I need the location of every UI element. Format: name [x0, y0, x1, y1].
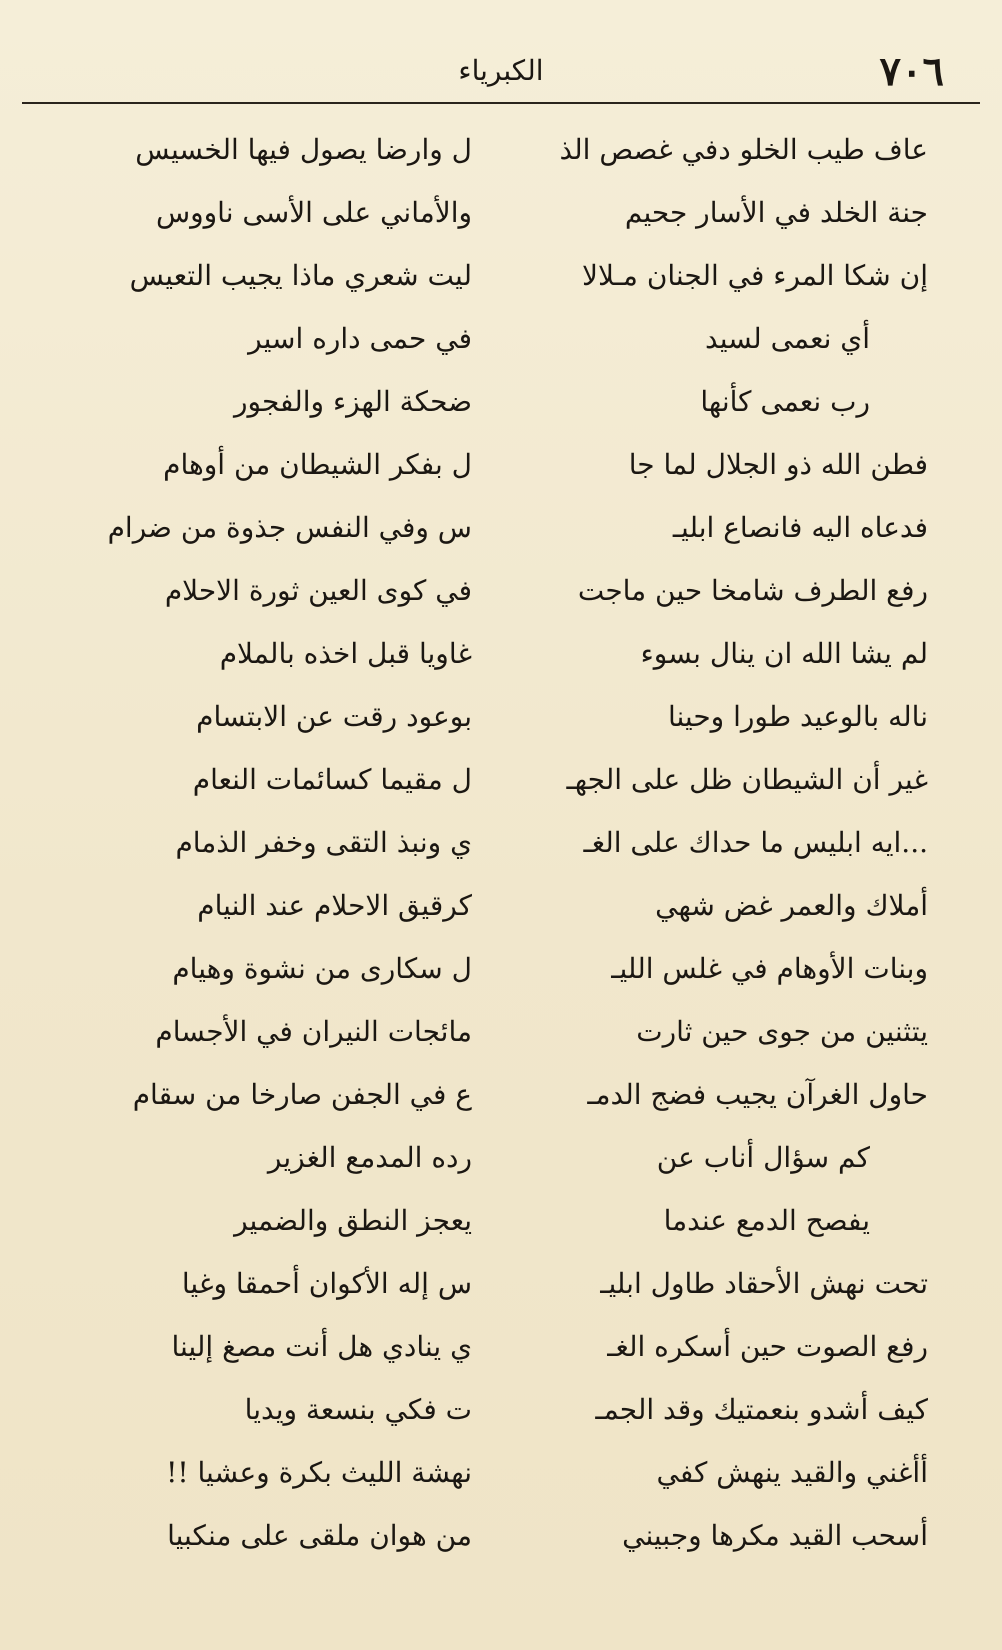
verse-right-3: إن شكا المرء في الجنان مـلالا: [582, 259, 928, 292]
verse-left-11: ل مقيما كسائمات النعام: [192, 763, 472, 796]
right-hemistich-column: [538, 118, 928, 1567]
verse-left-8: في كوى العين ثورة الاحلام: [164, 574, 472, 607]
poem-body: [22, 118, 980, 1630]
verse-left-18: يعجز النطق والضمير: [234, 1204, 472, 1237]
verse-right-15: يتثنين من جوى حين ثارت: [636, 1015, 928, 1048]
verse-left-1: ل وارضا يصول فيها الخسيس: [135, 133, 472, 166]
verse-right-10: ناله بالوعيد طورا وحينا: [667, 700, 928, 733]
verse-left-14: ل سكارى من نشوة وهيام: [172, 952, 472, 985]
verse-right-20: رفع الصوت حين أسكره الغـ: [607, 1330, 928, 1363]
verse-left-22: نهشة الليث بكرة وعشيا !!: [166, 1456, 472, 1489]
verse-right-18: يفصح الدمع عندما: [663, 1204, 870, 1237]
page-number: ٧٠٦: [879, 48, 944, 95]
header-rule: [22, 102, 980, 104]
verse-right-21: كيف أشدو بنعمتيك وقد الجمـ: [595, 1393, 928, 1426]
verse-left-13: كرقيق الاحلام عند النيام: [197, 889, 472, 922]
verse-right-2: جنة الخلد في الأسار جحيم: [624, 196, 928, 229]
verse-left-15: مائجات النيران في الأجسام: [155, 1015, 472, 1048]
verse-left-3: ليت شعري ماذا يجيب التعيس: [129, 259, 472, 292]
verse-right-4: أي نعمى لسيد: [705, 322, 870, 355]
verse-right-7: فدعاه اليه فانصاع ابليـ: [672, 511, 928, 544]
verse-left-10: بوعود رقت عن الابتسام: [196, 700, 472, 733]
verse-right-23: أسحب القيد مكرها وجبيني: [622, 1519, 928, 1552]
verse-left-20: ي ينادي هل أنت مصغ إلينا: [171, 1330, 472, 1363]
verse-left-7: س وفي النفس جذوة من ضرام: [107, 511, 472, 544]
verse-right-16: حاول الغرآن يجيب فضج الدمـ: [587, 1078, 928, 1111]
verse-right-13: أملاك والعمر غض شهي: [655, 889, 928, 922]
verse-left-5: ضحكة الهزء والفجور: [233, 385, 472, 418]
verse-right-5: رب نعمى كأنها: [700, 385, 870, 418]
left-hemistich-column: [82, 118, 472, 1567]
verse-left-4: في حمى داره اسير: [248, 322, 472, 355]
verse-right-14: وبنات الأوهام في غلس الليـ: [611, 952, 928, 985]
verse-right-17: كم سؤال أناب عن: [656, 1141, 870, 1174]
verse-left-2: والأماني على الأسى ناووس: [155, 196, 472, 229]
verse-right-8: رفع الطرف شامخا حين ماجت: [577, 574, 928, 607]
verse-left-9: غاويا قبل اخذه بالملام: [219, 637, 472, 670]
verse-left-12: ي ونبذ التقى وخفر الذمام: [175, 826, 472, 859]
verse-right-6: فطن الله ذو الجلال لما جا: [628, 448, 928, 481]
verse-right-9: لم يشا الله ان ينال بسوء: [640, 637, 928, 670]
verse-right-1: عاف طيب الخلو دفي غصص الذ: [559, 133, 928, 166]
running-title: الكبرياء: [458, 54, 544, 87]
verse-right-11: غير أن الشيطان ظل على الجهـ: [566, 763, 928, 796]
verse-left-23: من هوان ملقى على منكبيا: [167, 1519, 472, 1552]
verse-right-22: أأغني والقيد ينهش كفي: [656, 1456, 928, 1489]
verse-left-21: ت فكي بنسعة ويديا: [244, 1393, 472, 1426]
verse-left-17: رده المدمع الغزير: [267, 1141, 472, 1174]
page-header: [22, 40, 980, 100]
verse-left-16: ع في الجفن صارخا من سقام: [132, 1078, 472, 1111]
verse-right-19: تحت نهش الأحقاد طاول ابليـ: [600, 1267, 928, 1300]
verse-left-19: س إله الأكوان أحمقا وغيا: [181, 1267, 472, 1300]
verse-left-6: ل بفكر الشيطان من أوهام: [163, 448, 472, 481]
verse-right-12: ...ايه ابليس ما حداك على الغـ: [583, 826, 928, 859]
